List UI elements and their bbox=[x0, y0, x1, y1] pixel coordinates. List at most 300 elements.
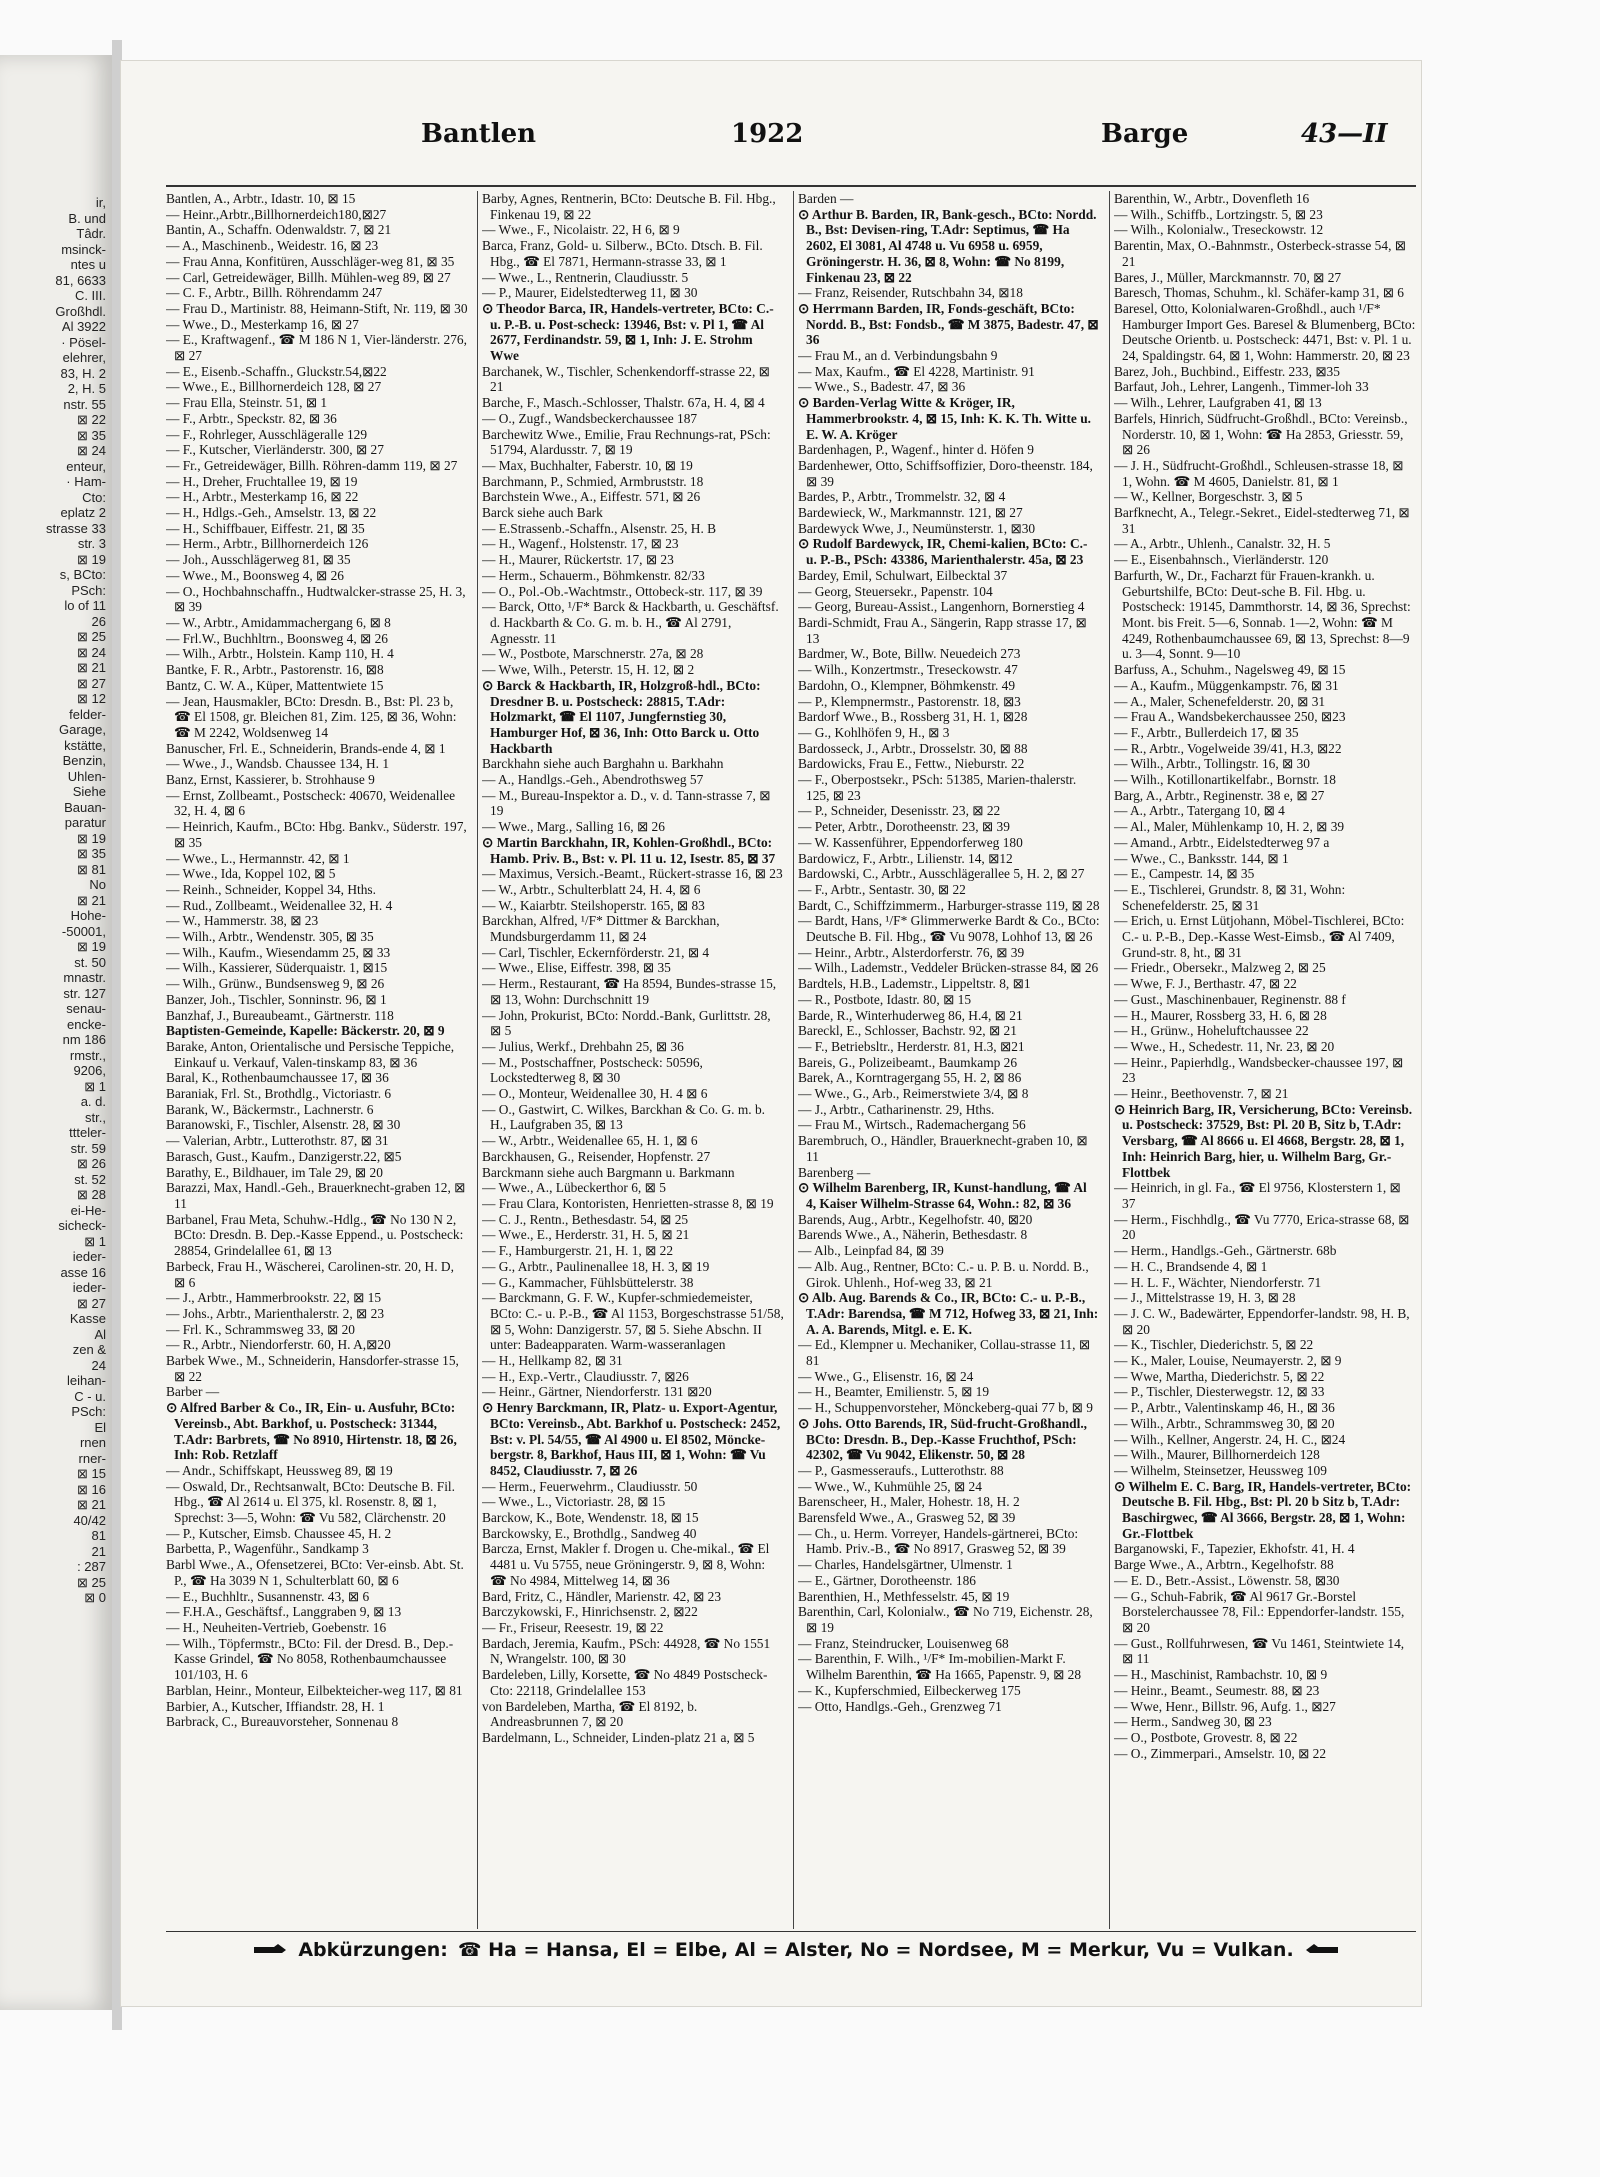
directory-entry: Barenberg — bbox=[798, 1164, 871, 1180]
left-page-fragment: str. 3 bbox=[77, 536, 106, 551]
left-page-fragment: a. d. bbox=[80, 1094, 106, 1109]
left-page-fragment: 81, 6633 bbox=[55, 272, 106, 288]
directory-entry: — Herm., Feuerwehrm., Claudiusstr. 50 bbox=[482, 1478, 698, 1494]
directory-entry: — A., Maler, Schenefelderstr. 20, ⊠ 31 bbox=[1114, 693, 1326, 709]
left-page-fragment: ⊠ 35 bbox=[77, 427, 106, 443]
left-page-fragment: ntes u bbox=[70, 257, 106, 272]
left-page-fragment: eplatz 2 bbox=[60, 505, 106, 520]
directory-entry: — Frau M., an d. Verbindungsbahn 9 bbox=[798, 348, 998, 364]
directory-entry: Barby, Agnes, Rentnerin, BCto: Deutsche B. Fil. Hbg., Finkenau 19, ⊠ 22 bbox=[482, 191, 776, 222]
directory-entry: — E., Kraftwagenf., ☎ M 186 N 1, Vier-länderstr. 276, ⊠ 27 bbox=[166, 332, 467, 364]
firm-entry: ⊙ Barck & Hackbarth, IR, Holzgroß-hdl., BCto: Dresdner B. u. Postscheck: 28815, T.Adr: Holzmarkt, ☎ El 1107, Jungfernstieg 30, Hamburger Hof, ⊠ 36, Inh: Otto Barck u. Otto Hackbarth bbox=[482, 677, 761, 756]
directory-entry: Bareckl, E., Schlosser, Bachstr. 92, ⊠ 21 bbox=[798, 1023, 1017, 1039]
directory-entry: — Wilh., Töpfermstr., BCto: Fil. der Dresd. B., Dep.-Kasse Grindel, ☎ No 8058, Rothenbaumchaussee 101/103, H. 6 bbox=[166, 1635, 454, 1683]
firm-entry: ⊙ Alfred Barber & Co., IR, Ein- u. Ausfuhr, BCto: Vereinsb., Abt. Barkhof, u. Postscheck: 31344, T.Adr: Barbrets, ☎ No 8910, Hirtenstr. 18, ⊠ 26, Inh: Rob. Retzlaff bbox=[166, 1400, 457, 1463]
left-page-fragment: No bbox=[89, 877, 106, 892]
directory-entry: — Wilh., Kotillonartikelfabr., Bornstr. 18 bbox=[1114, 772, 1336, 788]
directory-entry: — Wilh., Kolonialw., Treseckowstr. 12 bbox=[1114, 222, 1324, 238]
column-divider bbox=[1109, 191, 1110, 1929]
directory-entry: Barensfeld Wwe., A., Grasweg 52, ⊠ 39 bbox=[798, 1510, 1016, 1526]
directory-entry: Barber — bbox=[166, 1384, 220, 1400]
header-page-number: 43—II bbox=[1301, 119, 1388, 149]
firm-entry: ⊙ Barden-Verlag Witte & Kröger, IR, Hammerbrookstr. 4, ⊠ 15, Inh: K. K. Th. Witte u. E. W. A. Kröger bbox=[798, 395, 1092, 442]
directory-entry: — E. D., Betr.-Assist., Löwenstr. 58, ⊠30 bbox=[1114, 1572, 1340, 1588]
directory-entry: Bardewyck Wwe, J., Neumünsterstr. 1, ⊠30 bbox=[798, 520, 1036, 536]
directory-columns bbox=[166, 191, 1416, 1929]
column-1 bbox=[166, 191, 468, 1929]
header-last-name: Barge bbox=[1101, 119, 1189, 149]
directory-entry: — O., Hochbahnschaffn., Hudtwalcker-strasse 25, H. 3, ⊠ 39 bbox=[166, 583, 466, 615]
directory-entry: — Herm., Arbtr., Billhornerdeich 126 bbox=[166, 536, 369, 552]
directory-entry: — Wwe., Marg., Salling 16, ⊠ 26 bbox=[482, 819, 665, 835]
directory-entry: — O., Postbote, Grovestr. 8, ⊠ 22 bbox=[1114, 1729, 1298, 1745]
left-page-fragment: 26 bbox=[91, 613, 106, 629]
left-page-fragment: sicheck- bbox=[58, 1218, 106, 1233]
left-page-fragment: Bauan- bbox=[64, 799, 106, 815]
directory-entry: — A., Maschinenb., Weidestr. 16, ⊠ 23 bbox=[166, 238, 379, 254]
left-page-fragment: 40/42 bbox=[73, 1512, 106, 1528]
firm-entry: ⊙ Rudolf Bardewyck, IR, Chemi-kalien, BCto: C.- u. P.-B., PSch: 43386, Marienthalerstr. 45a, ⊠ 23 bbox=[798, 536, 1088, 568]
directory-entry: — Heinrich, Kaufm., BCto: Hbg. Bankv., Süderstr. 197, ⊠ 35 bbox=[166, 819, 467, 850]
left-page-fragment: st. 50 bbox=[74, 954, 106, 970]
directory-entry: — Frau D., Martinistr. 88, Heimann-Stift, Nr. 119, ⊠ 30 bbox=[166, 300, 468, 316]
directory-entry: Banzer, Joh., Tischler, Sonninstr. 96, ⊠ 1 bbox=[166, 991, 387, 1007]
left-page-fragment: Kasse bbox=[69, 1311, 106, 1326]
directory-entry: Bard, Fritz, C., Händler, Marienstr. 42, ⊠ 23 bbox=[482, 1588, 722, 1604]
directory-entry: Barathy, E., Bildhauer, im Tale 29, ⊠ 20 bbox=[166, 1164, 383, 1180]
directory-entry: Barczykowski, F., Hinrichsenstr. 2, ⊠22 bbox=[482, 1604, 698, 1620]
directory-entry: — P., Maurer, Eidelstedterweg 11, ⊠ 30 bbox=[482, 285, 698, 301]
left-page-fragment: strasse 33 bbox=[46, 520, 106, 536]
directory-entry: — H., Arbtr., Mesterkamp 16, ⊠ 22 bbox=[166, 489, 359, 505]
directory-entry: Barfels, Hinrich, Südfrucht-Großhdl., BCto: Vereinsb., Norderstr. 10, ⊠ 1, Wohn: ☎ Ha 2853, Griesstr. 59, ⊠ 26 bbox=[1114, 410, 1408, 458]
directory-entry: — R., Arbtr., Niendorferstr. 60, H. A,⊠20 bbox=[166, 1337, 391, 1353]
directory-entry: — W., Postbote, Marschnerstr. 27a, ⊠ 28 bbox=[482, 646, 704, 662]
left-page-fragment: ⊠ 35 bbox=[77, 846, 106, 861]
directory-entry: Bareis, G., Polizeibeamt., Baumkamp 26 bbox=[798, 1054, 1018, 1070]
left-page-fragment: ⊠ 22 bbox=[77, 412, 106, 427]
left-page-fragment: ⊠ 27 bbox=[77, 675, 106, 691]
directory-entry: — Wwe., G., Arb., Reimerstwiete 3/4, ⊠ 8 bbox=[798, 1086, 1029, 1102]
directory-entry: Barckowsky, E., Brothdlg., Sandweg 40 bbox=[482, 1525, 697, 1541]
directory-entry: — J., Arbtr., Catharinenstr. 29, Hths. bbox=[798, 1101, 995, 1117]
directory-page bbox=[120, 60, 1422, 2007]
directory-entry: — E., Buchhltr., Susannenstr. 43, ⊠ 6 bbox=[166, 1588, 370, 1604]
directory-entry: — H., Hellkamp 82, ⊠ 31 bbox=[482, 1353, 623, 1369]
left-page-fragment: Großhdl. bbox=[55, 303, 106, 319]
directory-entry: Bardeleben, Lilly, Korsette, ☎ No 4849 Postscheck-Cto: 22118, Grindelallee 153 bbox=[482, 1667, 768, 1698]
left-page-fragment: Garage, bbox=[59, 722, 106, 737]
directory-entry: — Al., Maler, Mühlenkamp 10, H. 2, ⊠ 39 bbox=[1114, 819, 1345, 835]
left-page-fragment: B. und bbox=[68, 210, 106, 226]
firm-entry: Baptisten-Gemeinde, Kapelle: Bäckerstr. 20, ⊠ 9 bbox=[166, 1023, 445, 1039]
directory-entry: — Carl, Getreidewäger, Billh. Mühlen-weg 89, ⊠ 27 bbox=[166, 269, 451, 285]
left-page-fragment: Uhlen- bbox=[67, 768, 106, 784]
directory-entry: — Amand., Arbtr., Eidelstedterweg 97 a bbox=[1114, 834, 1330, 850]
left-page-fragment: Cto: bbox=[82, 489, 106, 505]
left-page-fragment: rmstr., bbox=[69, 1047, 106, 1063]
directory-entry: — Georg, Steuersekr., Papenstr. 104 bbox=[798, 583, 993, 599]
directory-entry: — Bardt, Hans, ¹/F* Glimmerwerke Bardt & Co., BCto: Deutsche B. Fil. Hbg., ☎ Vu 9078, Lohhof 13, ⊠ 26 bbox=[798, 913, 1100, 945]
left-page-fragment: ⊠ 19 bbox=[77, 939, 106, 954]
left-page-text-fragments bbox=[0, 195, 112, 1606]
directory-entry: — W., Arbtr., Weidenallee 65, H. 1, ⊠ 6 bbox=[482, 1133, 698, 1149]
directory-entry: — Ed., Klempner u. Mechaniker, Collau-strasse 11, ⊠ 81 bbox=[798, 1337, 1091, 1369]
directory-entry: — Wilh., Arbtr., Wendenstr. 305, ⊠ 35 bbox=[166, 929, 374, 945]
directory-entry: Barde, R., Winterhuderweg 86, H.4, ⊠ 21 bbox=[798, 1007, 1023, 1023]
left-page-fragment: str., bbox=[85, 1109, 106, 1125]
left-page-fragment: -50001, bbox=[61, 923, 106, 939]
directory-entry: von Bardeleben, Martha, ☎ El 8192, b. Andreasbrunnen 7, ⊠ 20 bbox=[482, 1698, 698, 1730]
firm-entry: ⊙ Arthur B. Barden, IR, Bank-gesch., BCto: Nordd. B., Bst: Devisen-ring, T.Adr: Septimus, ☎ Ha 2602, El 3081, Al 4748 u. Vu 6958 u. 6959, Gröningerstr. H. 36, ⊠ 8, Wohn: ☎ No 8199, Finkenau 23, ⊠ 22 bbox=[798, 206, 1097, 285]
directory-entry: — Wilh., Arbtr., Schrammsweg 30, ⊠ 20 bbox=[1114, 1415, 1335, 1431]
directory-entry: — M., Postschaffner, Postscheck: 50596, Lockstedterweg 8, ⊠ 30 bbox=[482, 1054, 703, 1086]
directory-entry: — H. C., Brandsende 4, ⊠ 1 bbox=[1114, 1258, 1268, 1274]
directory-entry: — Herm., Handlgs.-Geh., Gärtnerstr. 68b bbox=[1114, 1243, 1337, 1259]
directory-entry: Bardowski, C., Arbtr., Ausschlägerallee 5, H. 2, ⊠ 27 bbox=[798, 866, 1085, 882]
directory-entry: — Wwe, Wilh., Peterstr. 15, H. 12, ⊠ 2 bbox=[482, 662, 695, 678]
directory-entry: — Wwe., Ida, Koppel 102, ⊠ 5 bbox=[166, 866, 336, 882]
left-page-fragment: ⊠ 25 bbox=[77, 629, 106, 644]
directory-entry: — Herm., Sandweg 30, ⊠ 23 bbox=[1114, 1714, 1272, 1730]
directory-entry: — Wilh., Maurer, Billhornerdeich 128 bbox=[1114, 1447, 1320, 1463]
abbreviation-footer bbox=[231, 1935, 1361, 1965]
directory-entry: — Wwe., J., Wandsb. Chaussee 134, H. 1 bbox=[166, 756, 390, 772]
left-page-fragment: Al 3922 bbox=[61, 319, 106, 334]
directory-entry: — G., Arbtr., Paulinenallee 18, H. 3, ⊠ 19 bbox=[482, 1258, 710, 1274]
directory-entry: Bantin, A., Schaffn. Odenwaldstr. 7, ⊠ 21 bbox=[166, 222, 392, 238]
directory-entry: — F., Arbtr., Bullerdeich 17, ⊠ 35 bbox=[1114, 724, 1299, 740]
directory-entry: — R., Arbtr., Vogelweide 39/41, H.3, ⊠22 bbox=[1114, 740, 1342, 756]
directory-entry: Barge Wwe., A., Arbtrn., Kegelhofstr. 88 bbox=[1114, 1557, 1334, 1573]
directory-entry: — Georg, Bureau-Assist., Langenhorn, Bornerstieg 4 bbox=[798, 599, 1085, 615]
directory-entry: Barckhahn siehe auch Barghahn u. Barkhahn bbox=[482, 756, 724, 772]
directory-entry: — R., Postbote, Idastr. 80, ⊠ 15 bbox=[798, 991, 972, 1007]
directory-entry: — Herm., Schauerm., Böhmkenstr. 82/33 bbox=[482, 567, 705, 583]
directory-entry: — Wwe., L., Victoriastr. 28, ⊠ 15 bbox=[482, 1494, 666, 1510]
left-page-fragment: paratur bbox=[64, 815, 106, 830]
directory-entry: Barake, Anton, Orientalische und Persische Teppiche, Einkauf u. Verkauf, Valen-tinskamp 83, ⊠ 36 bbox=[166, 1038, 455, 1070]
left-page-fragment: enteur, bbox=[66, 458, 106, 474]
left-page-fragment: ⊠ 12 bbox=[77, 691, 106, 706]
directory-entry: Bardowicz, F., Arbtr., Lilienstr. 14, ⊠12 bbox=[798, 850, 1013, 866]
directory-entry: Banz, Ernst, Kassierer, b. Strohhause 9 bbox=[166, 772, 375, 788]
directory-entry: — Wwe, Henr., Billstr. 96, Aufg. 1., ⊠27 bbox=[1114, 1698, 1336, 1714]
column-divider bbox=[477, 191, 478, 1929]
directory-entry: — Wwe, Martha, Diederichstr. 5, ⊠ 22 bbox=[1114, 1368, 1325, 1384]
directory-entry: — Gust., Maschinenbauer, Reginenstr. 88 f bbox=[1114, 991, 1346, 1007]
directory-entry: — M., Bureau-Inspektor a. D., v. d. Tann-strasse 7, ⊠ 19 bbox=[482, 787, 771, 819]
directory-entry: — Herm., Restaurant, ☎ Ha 8594, Bundes-strasse 15, ⊠ 13, Wohn: Durchschnitt 19 bbox=[482, 976, 777, 1007]
left-page-fragment: msinck- bbox=[61, 241, 106, 257]
directory-entry: — A., Arbtr., Tatergang 10, ⊠ 4 bbox=[1114, 803, 1285, 819]
directory-entry: — Wwe., G., Elisenstr. 16, ⊠ 24 bbox=[798, 1368, 974, 1384]
left-page-fragment: 9206, bbox=[73, 1063, 106, 1078]
left-page-fragment: 81 bbox=[91, 1528, 106, 1543]
pointing-hand-icon bbox=[252, 1943, 288, 1957]
left-page-fragment: ⊠ 24 bbox=[77, 443, 106, 458]
directory-entry: — J., Mittelstrasse 19, H. 3, ⊠ 28 bbox=[1114, 1290, 1296, 1306]
directory-entry: Barasch, Gust., Kaufm., Danzigerstr.22, ⊠5 bbox=[166, 1148, 402, 1164]
directory-entry: Barckow, K., Bote, Wendenstr. 18, ⊠ 15 bbox=[482, 1510, 699, 1526]
directory-entry: — O., Monteur, Weidenallee 30, H. 4 ⊠ 6 bbox=[482, 1086, 708, 1102]
directory-entry: — Reinh., Schneider, Koppel 34, Hths. bbox=[166, 881, 376, 897]
directory-entry: — H., Maurer, Rossberg 33, H. 6, ⊠ 28 bbox=[1114, 1007, 1327, 1023]
directory-entry: — Heinrich, in gl. Fa., ☎ El 9756, Klosterstern 1, ⊠ 37 bbox=[1114, 1180, 1401, 1211]
directory-entry: Bardach, Jeremia, Kaufm., PSch: 44928, ☎ No 1551 N, Wrangelstr. 100, ⊠ 30 bbox=[482, 1635, 771, 1667]
directory-entry: — G., Kammacher, Fühlsbüttelerstr. 38 bbox=[482, 1274, 694, 1290]
left-page-fragment: ⊠ 1 bbox=[84, 1078, 106, 1094]
directory-entry: — F., Kutscher, Vierländerstr. 300, ⊠ 27 bbox=[166, 442, 384, 458]
directory-entry: Bardt, C., Schiffzimmerm., Harburger-strasse 119, ⊠ 28 bbox=[798, 897, 1100, 913]
directory-entry: — W., Hammerstr. 38, ⊠ 23 bbox=[166, 913, 319, 929]
directory-entry: — Heinr., Gärtner, Niendorferstr. 131 ⊠20 bbox=[482, 1384, 712, 1400]
directory-entry: Bardorf Wwe., B., Rossberg 31, H. 1, ⊠28 bbox=[798, 709, 1028, 725]
directory-entry: Bantlen, A., Arbtr., Idastr. 10, ⊠ 15 bbox=[166, 191, 356, 206]
directory-entry: — E., Tischlerei, Grundstr. 8, ⊠ 31, Wohn: Schenefelderstr. 25, ⊠ 31 bbox=[1114, 881, 1346, 913]
directory-entry: Barchewitz Wwe., Emilie, Frau Rechnungs-rat, PSch: 51794, Alardusstr. 7, ⊠ 19 bbox=[482, 426, 771, 458]
directory-entry: Barenthin, Carl, Kolonialw., ☎ No 719, Eichenstr. 28, ⊠ 19 bbox=[798, 1604, 1093, 1635]
directory-entry: Barckmann siehe auch Bargmann u. Barkmann bbox=[482, 1164, 735, 1180]
directory-entry: — Wilh., Konzertmstr., Treseckowstr. 47 bbox=[798, 662, 1018, 678]
left-page-fragment: s, BCto: bbox=[59, 567, 106, 582]
directory-entry: — K., Maler, Louise, Neumayerstr. 2, ⊠ 9 bbox=[1114, 1353, 1342, 1369]
column-divider bbox=[793, 191, 794, 1929]
directory-entry: — F., Betriebsltr., Herderstr. 81, H.3, ⊠21 bbox=[798, 1038, 1025, 1054]
directory-entry: — Friedr., Obersekr., Malzweg 2, ⊠ 25 bbox=[1114, 960, 1326, 976]
directory-entry: Bardtels, H.B., Lademstr., Lippeltstr. 8, ⊠1 bbox=[798, 976, 1031, 992]
directory-entry: — E.Strassenb.-Schaffn., Alsenstr. 25, H. B bbox=[482, 520, 717, 536]
directory-entry: — Max, Kaufm., ☎ El 4228, Martinistr. 91 bbox=[798, 363, 1035, 379]
directory-entry: Bardenhagen, P., Wagenf., hinter d. Höfen 9 bbox=[798, 442, 1034, 458]
directory-entry: — A., Handlgs.-Geh., Abendrothsweg 57 bbox=[482, 772, 704, 788]
left-page-fragment: str. 59 bbox=[70, 1140, 106, 1156]
directory-entry: Bardes, P., Arbtr., Trommelstr. 32, ⊠ 4 bbox=[798, 489, 1006, 505]
directory-entry: — H., Neuheiten-Vertrieb, Goebenstr. 16 bbox=[166, 1619, 387, 1635]
directory-entry: Baranowski, F., Tischler, Alsenstr. 28, ⊠ 30 bbox=[166, 1117, 401, 1133]
left-page-fragment: ⊠ 25 bbox=[77, 1574, 106, 1590]
directory-entry: Barchanek, W., Tischler, Schenkendorff-strasse 22, ⊠ 21 bbox=[482, 363, 770, 395]
left-page-fragment: : 287 bbox=[77, 1559, 106, 1574]
left-page-fragment: mnastr. bbox=[63, 970, 106, 985]
directory-entry: — Franz, Reisender, Rutschbahn 34, ⊠18 bbox=[798, 285, 1023, 301]
left-page-fragment: ieder- bbox=[72, 1280, 106, 1295]
directory-entry: — Erich, u. Ernst Lütjohann, Möbel-Tischlerei, BCto: C.- u. P.-B., Dep.-Kasse West-Eimsb., ☎ Al 7409, Grund-str. 8, ht., ⊠ 31 bbox=[1114, 913, 1405, 960]
directory-entry: Barembruch, O., Händler, Brauerknecht-graben 10, ⊠ 11 bbox=[798, 1133, 1088, 1164]
footer-text: ☎ Ha = Hansa, El = Elbe, Al = Alster, No = Nordsee, M = Merkur, Vu = Vulkan. bbox=[457, 1939, 1294, 1961]
left-page-fragment: encke- bbox=[66, 1016, 106, 1032]
directory-entry: Barchstein Wwe., A., Eiffestr. 571, ⊠ 26 bbox=[482, 489, 701, 505]
directory-entry: — Herm., Fischhdlg., ☎ Vu 7770, Erica-strasse 68, ⊠ 20 bbox=[1114, 1211, 1410, 1243]
directory-entry: Barca, Franz, Gold- u. Silberw., BCto. Dtsch. B. Fil. Hbg., ☎ El 7871, Hermann-strasse 33, ⊠ 1 bbox=[482, 238, 763, 269]
directory-entry: Barfurth, W., Dr., Facharzt für Frauen-krankh. u. Geburtshilfe, BCto: Deut-sche B. Fil. Hbg. u. Postscheck: 19145, Dammthorstr. 14, ⊠ 36, Sprechst: Mont. bis Freit. 5—6, Sonnab. 1—2, Wohn: ☎ M 4249, Rothenbaumchaussee 69, ⊠ 13, Sprechst: 8—9 u. 3—4, Sonnt. 9—10 bbox=[1114, 567, 1411, 662]
directory-entry: — O., Zimmerpari., Amselstr. 10, ⊠ 22 bbox=[1114, 1745, 1327, 1761]
directory-entry: — F., Arbtr., Speckstr. 82, ⊠ 36 bbox=[166, 410, 337, 426]
left-page-fragment: felder- bbox=[69, 706, 106, 722]
directory-entry: — E., Gärtner, Dorotheenstr. 186 bbox=[798, 1572, 976, 1588]
directory-entry: — H., Maurer, Rückertstr. 17, ⊠ 23 bbox=[482, 552, 674, 568]
left-page-fragment: ei-He- bbox=[70, 1202, 106, 1218]
header-year: 1922 bbox=[731, 119, 804, 149]
directory-entry: — Wwe., W., Kuhmühle 25, ⊠ 24 bbox=[798, 1478, 982, 1494]
left-page-fragment: 2, H. 5 bbox=[67, 381, 106, 396]
left-page-fragment: Al bbox=[94, 1326, 106, 1342]
directory-entry: — E., Campestr. 14, ⊠ 35 bbox=[1114, 866, 1255, 882]
directory-entry: Bardelmann, L., Schneider, Linden-platz 21 a, ⊠ 5 bbox=[482, 1729, 755, 1745]
directory-entry: — John, Prokurist, BCto: Nordd.-Bank, Gurlittstr. 28, ⊠ 5 bbox=[482, 1007, 771, 1039]
directory-entry: — Frl. K., Schrammsweg 33, ⊠ 20 bbox=[166, 1321, 356, 1337]
directory-entry: — Wilh., Grünw., Bundsensweg 9, ⊠ 26 bbox=[166, 976, 385, 992]
directory-entry: — Wwe., E., Herderstr. 31, H. 5, ⊠ 21 bbox=[482, 1227, 690, 1243]
left-page-fragment: PSch: bbox=[71, 582, 106, 598]
directory-entry: Barg, A., Arbtr., Reginenstr. 38 e, ⊠ 27 bbox=[1114, 787, 1325, 803]
directory-entry: — C. J., Rentn., Bethesdastr. 54, ⊠ 25 bbox=[482, 1211, 689, 1227]
directory-entry: — W., Kellner, Borgeschstr. 3, ⊠ 5 bbox=[1114, 489, 1303, 505]
directory-entry: — Wilh., Kassierer, Süderquaistr. 1, ⊠15 bbox=[166, 960, 388, 976]
left-page-fragment: ieder- bbox=[72, 1249, 106, 1264]
left-page-fragment: El bbox=[94, 1419, 106, 1435]
directory-entry: Barcza, Ernst, Makler f. Drogen u. Che-mikal., ☎ El 4481 u. Vu 5755, neue Gröningerstr. 9, ⊠ 8, Wohn: ☎ No 4984, Mittelweg 14, ⊠ 36 bbox=[482, 1541, 770, 1588]
directory-entry: — Heinr., Beamt., Seumestr. 88, ⊠ 23 bbox=[1114, 1682, 1320, 1698]
left-page-fragment: 24 bbox=[91, 1357, 106, 1373]
directory-entry: Barckhausen, G., Reisender, Hopfenstr. 27 bbox=[482, 1148, 711, 1164]
header-rule bbox=[166, 185, 1416, 187]
directory-entry: — Franz, Steindrucker, Louisenweg 68 bbox=[798, 1635, 1009, 1651]
directory-entry: Banuscher, Frl. E., Schneiderin, Brands-ende 4, ⊠ 1 bbox=[166, 740, 446, 756]
firm-entry: ⊙ Theodor Barca, IR, Handels-vertreter, BCto: C.- u. P.-B. u. Post-scheck: 13946, Bst: v. Pl 1, ☎ Al 2677, Ferdinandstr. 59, ⊠ 1, Inh: J. E. Strohm Wwe bbox=[482, 300, 774, 364]
directory-entry: — C. F., Arbtr., Billh. Röhrendamm 247 bbox=[166, 285, 383, 301]
directory-entry: — A., Arbtr., Uhlenh., Canalstr. 32, H. 5 bbox=[1114, 536, 1331, 552]
directory-entry: Barbrack, C., Bureauvorsteher, Sonnenau 8 bbox=[166, 1714, 399, 1730]
directory-entry: — G., Schuh-Fabrik, ☎ Al 9617 Gr.-Borstel Borstelerchaussee 78, Fil.: Eppendorfer-landstr. 155, ⊠ 20 bbox=[1114, 1588, 1405, 1635]
firm-entry: ⊙ Heinrich Barg, IR, Versicherung, BCto: Vereinsb. u. Postscheck: 37529, Bst: Pl. 20 B, Sitz b, T.Adr: Versbarg, ☎ Al 8666 u. El 4668, Bergstr. 28, ⊠ 1, Inh: Heinrich Barg, hier, u. Wilhelm Barg, Gr.-Flottbek bbox=[1114, 1101, 1413, 1180]
directory-entry: Barazzi, Max, Handl.-Geh., Brauerknecht-graben 12, ⊠ 11 bbox=[166, 1180, 466, 1211]
directory-entry: — Barckmann, G. F. W., Kupfer-schmiedemeister, BCto: C.- u. P.-B., ☎ Al 1153, Borgeschstrasse 51/58, ⊠ 5, Wohn: Danzigerstr. 57, ⊠ 5. Siehe Abschn. II unter: Badeapparaten. Warm-wasseranlagen bbox=[482, 1290, 784, 1353]
left-page-fragment: Benzin, bbox=[62, 753, 106, 768]
directory-entry: Barden — bbox=[798, 191, 854, 206]
footer-label: Abkürzungen: bbox=[298, 1939, 448, 1961]
directory-entry: — Wwe., S., Badestr. 47, ⊠ 36 bbox=[798, 379, 966, 395]
directory-entry: — Alb. Aug., Rentner, BCto: C.- u. P. B. u. Nordd. B., Girok. Uhlenh., Hof-weg 33, ⊠ 21 bbox=[798, 1258, 1089, 1290]
directory-entry: — G., Kohlhöfen 9, H., ⊠ 3 bbox=[798, 724, 950, 740]
directory-entry: — H. L. F., Wächter, Niendorferstr. 71 bbox=[1114, 1274, 1322, 1290]
left-page-fragment: ⊠ 26 bbox=[77, 1156, 106, 1171]
directory-entry: — Frau M., Wirtsch., Rademachergang 56 bbox=[798, 1117, 1026, 1133]
directory-entry: Bardey, Emil, Schulwart, Eilbecktal 37 bbox=[798, 567, 1008, 583]
left-page-fragment: elehrer, bbox=[62, 350, 106, 365]
directory-entry: — Joh., Ausschlägerweg 81, ⊠ 35 bbox=[166, 552, 351, 568]
directory-entry: — Fr., Friseur, Reesestr. 19, ⊠ 22 bbox=[482, 1619, 664, 1635]
left-page-edge bbox=[0, 55, 115, 2010]
directory-entry: — F.H.A., Geschäftsf., Langgraben 9, ⊠ 13 bbox=[166, 1604, 402, 1620]
directory-entry: — Oswald, Dr., Rechtsanwalt, BCto: Deutsche B. Fil. Hbg., ☎ Al 2614 u. El 375, kl. Rosenstr. 8, ⊠ 1, Sprechst: 3—5, Wohn: ☎ Vu 582, Clärchenstr. 20 bbox=[166, 1478, 455, 1526]
directory-entry: — Barck, Otto, ¹/F* Barck & Hackbarth, u. Geschäftsf. d. Hackbarth & Co. G. m. b. H., ☎ Al 2791, Agnesstr. 11 bbox=[482, 599, 779, 646]
directory-entry: — J. C. W., Badewärter, Eppendorfer-landstr. 98, H. B, ⊠ 20 bbox=[1114, 1305, 1410, 1337]
header-first-name: Bantlen bbox=[421, 119, 537, 149]
firm-entry: ⊙ Wilhelm E. C. Barg, IR, Handels-vertreter, BCto: Deutsche B. Fil. Hbg., Bst: Pl. 20 b Sitz b, T.Adr: Baschirgwec, ☎ Al 3666, Bergstr. 28, ⊠ 1, Wohn: Gr.-Flottbek bbox=[1114, 1478, 1412, 1541]
left-page-fragment: 83, H. 2 bbox=[60, 365, 106, 381]
directory-entry: — F., Arbtr., Sentastr. 30, ⊠ 22 bbox=[798, 881, 966, 897]
directory-entry: — Frl.W., Buchhltrn., Boonsweg 4, ⊠ 26 bbox=[166, 630, 388, 646]
directory-entry: Barchmann, P., Schmied, Armbruststr. 18 bbox=[482, 473, 704, 489]
directory-entry: — W., Arbtr., Schulterblatt 24, H. 4, ⊠ 6 bbox=[482, 881, 701, 897]
directory-entry: Baresel, Otto, Kolonialwaren-Großhdl., auch ¹/F* Hamburger Import Ges. Baresel & Blumenberg, BCto: Deutsche Orientb. u. Postscheck: 4471, Bst: v. Pl. 1 u. 24, Spaldingstr. 64, ⊠ 1, Wohn: Hammerstr. 20, ⊠ 23 bbox=[1114, 300, 1416, 364]
left-page-fragment: ⊠ 27 bbox=[77, 1295, 106, 1311]
directory-entry: — Johs., Arbtr., Marienthalerstr. 2, ⊠ 23 bbox=[166, 1305, 385, 1321]
directory-entry: — K., Kupferschmied, Eilbeckerweg 175 bbox=[798, 1682, 1021, 1698]
left-page-fragment: ⊠ 19 bbox=[77, 551, 106, 567]
left-page-fragment: nm 186 bbox=[62, 1032, 106, 1047]
directory-entry: Barends, Aug., Arbtr., Kegelhofstr. 40, ⊠20 bbox=[798, 1211, 1033, 1227]
directory-entry: — Wwe., A., Lübeckerthor 6, ⊠ 5 bbox=[482, 1180, 666, 1196]
left-page-fragment: C. III. bbox=[74, 288, 106, 303]
directory-entry: — Gust., Rollfuhrwesen, ☎ Vu 1461, Steintwiete 14, ⊠ 11 bbox=[1114, 1635, 1405, 1667]
directory-entry: — Heinr.,Arbtr.,Billhornerdeich180,⊠27 bbox=[166, 206, 387, 222]
left-page-fragment: PSch: bbox=[71, 1404, 106, 1419]
directory-entry: — Frau A., Wandsbekerchaussee 250, ⊠23 bbox=[1114, 709, 1346, 725]
directory-entry: — H., Maschinist, Rambachstr. 10, ⊠ 9 bbox=[1114, 1667, 1328, 1683]
directory-entry: — Ch., u. Herm. Vorreyer, Handels-gärtnerei, BCto: Hamb. Priv.-B., ☎ No 8917, Grasweg 52, ⊠ 39 bbox=[798, 1525, 1079, 1557]
directory-entry: — Julius, Werkf., Drehbahn 25, ⊠ 36 bbox=[482, 1038, 684, 1054]
left-page-fragment: · Pösel- bbox=[61, 334, 106, 350]
directory-entry: — Wwe., M., Boonsweg 4, ⊠ 26 bbox=[166, 567, 344, 583]
left-page-fragment: asse 16 bbox=[60, 1264, 106, 1280]
directory-entry: — Heinr., Papierhdlg., Wandsbecker-chaussee 197, ⊠ 23 bbox=[1114, 1054, 1404, 1086]
directory-entry: — O., Pol.-Ob.-Wachtmstr., Ottobeck-str. 117, ⊠ 39 bbox=[482, 583, 763, 599]
directory-entry: — Wilh., Kaufm., Wiesendamm 25, ⊠ 33 bbox=[166, 944, 391, 960]
directory-entry: Bantke, F. R., Arbtr., Pastorenstr. 16, ⊠8 bbox=[166, 662, 384, 678]
left-page-fragment: ⊠ 24 bbox=[77, 644, 106, 660]
directory-entry: Bardosseck, J., Arbtr., Drosselstr. 30, ⊠ 88 bbox=[798, 740, 1028, 756]
directory-entry: — W. Kassenführer, Eppendorferweg 180 bbox=[798, 834, 1023, 850]
directory-entry: Barez, Joh., Buchbind., Eiffestr. 233, ⊠35 bbox=[1114, 363, 1340, 379]
directory-entry: — Wwe., F., Nicolaistr. 22, H 6, ⊠ 9 bbox=[482, 222, 680, 238]
directory-entry: — Max, Buchhalter, Faberstr. 10, ⊠ 19 bbox=[482, 457, 693, 473]
directory-entry: — O., Gastwirt, C. Wilkes, Barckhan & Co. G. m. b. H., Laufgraben 35, ⊠ 13 bbox=[482, 1101, 765, 1133]
left-page-fragment: ⊠ 81 bbox=[77, 861, 106, 877]
directory-entry: — E., Eisenb.-Schaffn., Gluckstr.54,⊠22 bbox=[166, 363, 387, 379]
directory-entry: — Heinr., Beethovenstr. 7, ⊠ 21 bbox=[1114, 1086, 1289, 1102]
directory-entry: Barbetta, P., Wagenführ., Sandkamp 3 bbox=[166, 1541, 369, 1557]
left-page-fragment: str. 127 bbox=[63, 985, 106, 1001]
directory-entry: Barbek Wwe., M., Schneiderin, Hansdorfer-strasse 15, ⊠ 22 bbox=[166, 1353, 459, 1384]
directory-entry: — A., Kaufm., Müggenkampstr. 76, ⊠ 31 bbox=[1114, 677, 1339, 693]
directory-entry: Baraniak, Frl. St., Brothdlg., Victoriastr. 6 bbox=[166, 1086, 392, 1102]
directory-entry: — Carl, Tischler, Eckernförderstr. 21, ⊠ 4 bbox=[482, 944, 710, 960]
firm-entry: ⊙ Herrmann Barden, IR, Fonds-geschäft, BCto: Nordd. B., Bst: Fondsb., ☎ M 3875, Badestr. 47, ⊠ 36 bbox=[798, 300, 1099, 348]
directory-entry: Baresch, Thomas, Schuhm., kl. Schäfer-kamp 31, ⊠ 6 bbox=[1114, 285, 1404, 301]
directory-entry: — Wilh., Lehrer, Laufgraben 41, ⊠ 13 bbox=[1114, 395, 1322, 411]
directory-entry: — P., Schneider, Desenisstr. 23, ⊠ 22 bbox=[798, 803, 1001, 819]
directory-entry: — P., Arbtr., Valentinskamp 46, H., ⊠ 36 bbox=[1114, 1400, 1335, 1416]
footer-rule bbox=[166, 1931, 1416, 1932]
left-page-fragment: Siehe bbox=[72, 784, 106, 799]
directory-entry: Barbier, A., Kutscher, Iffiandstr. 28, H. 1 bbox=[166, 1698, 385, 1714]
page-header bbox=[121, 119, 1421, 153]
directory-entry: Barbanel, Frau Meta, Schuhw.-Hdlg., ☎ No 130 N 2, BCto: Dresdn. B. Dep.-Kasse Eppend., u. Postscheck: 28854, Grindelallee 61, ⊠ 13 bbox=[166, 1211, 464, 1259]
directory-entry: — F., Oberpostsekr., PSch: 51385, Marien-thalerstr. 125, ⊠ 23 bbox=[798, 772, 1077, 803]
directory-entry: — Wilh., Kellner, Angerstr. 24, H. C., ⊠24 bbox=[1114, 1431, 1346, 1447]
directory-entry: — H., Exp.-Vertr., Claudiusstr. 7, ⊠26 bbox=[482, 1368, 689, 1384]
left-page-fragment: ir, bbox=[95, 195, 106, 210]
left-page-fragment: ⊠ 28 bbox=[77, 1187, 106, 1202]
directory-entry: Banzhaf, J., Bureaubeamt., Gärtnerstr. 118 bbox=[166, 1007, 394, 1023]
directory-entry: — Fr., Getreidewäger, Billh. Röhren-damm 119, ⊠ 27 bbox=[166, 457, 458, 473]
directory-entry: — W., Arbtr., Amidammachergang 6, ⊠ 8 bbox=[166, 614, 391, 630]
directory-entry: — Jean, Hausmakler, BCto: Dresdn. B., Bst: Pl. 23 b, ☎ El 1508, gr. Bleichen 81, Zim. 125, ⊠ 36, Wohn: ☎ M 2242, Woldsenweg 14 bbox=[166, 693, 457, 740]
directory-entry: Baral, K., Rothenbaumchaussee 17, ⊠ 36 bbox=[166, 1070, 389, 1086]
directory-entry: — Otto, Handlgs.-Geh., Grenzweg 71 bbox=[798, 1698, 1002, 1714]
